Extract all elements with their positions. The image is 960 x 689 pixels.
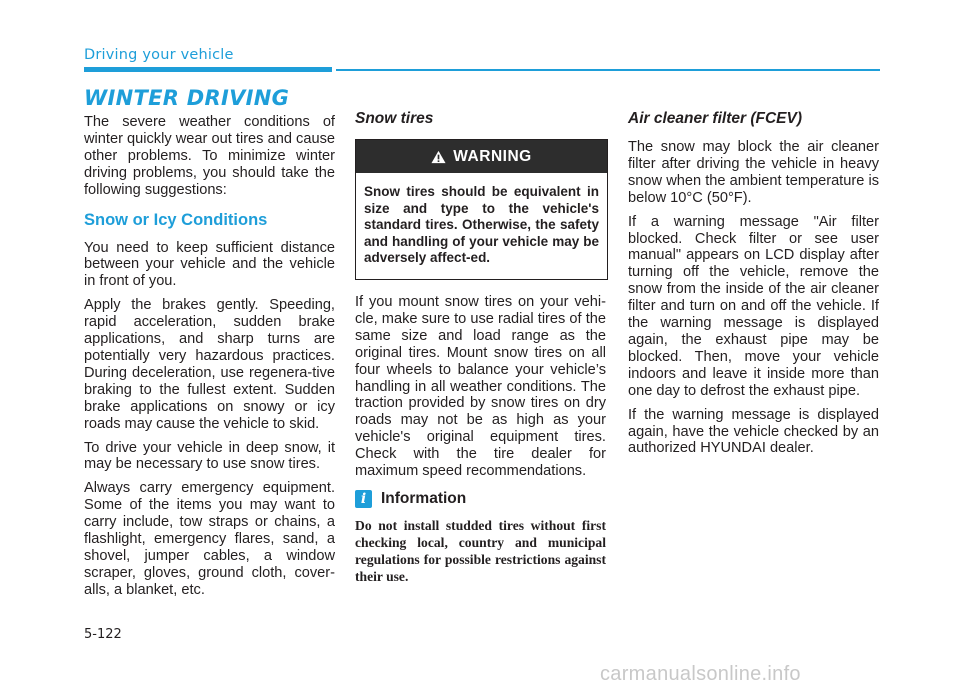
body-paragraph: The snow may block the air cleaner filter after driving the vehicle in heavy snow when the ambient temperature is below 10°C (50°F). [628,139,879,206]
section-label: Driving your vehicle [84,47,234,63]
header-rule-thick [84,67,332,72]
watermark: carmanualsonline.info [600,663,801,685]
information-title: Information [381,489,467,507]
snow-tires-paragraph: If you mount snow tires on your vehi-cle, make sure to use radial tires of the same size and load range as the original tires. Mount snow tires on all four wheels to balance your vehicle’s handling in all weather conditions. The traction provided by snow tires on dry roads may not be as high as your vehicle's original equipment tires. Check with the tire dealer for maximum speed recommendations. [355,293,606,480]
column-1 [84,114,335,606]
warning-text: Snow tires should be equivalent in size and type to the vehicle's standard tires. Otherwise, the safety and handling of your vehicle may be adversely affect-ed. [364,184,599,266]
body-paragraph: Always carry emergency equipment. Some of the items you may want to carry include, tow straps or chains, a flashlight, emergency flares, sand, a shovel, jumper cables, a window scraper, gloves, ground cloth, cover-alls, a blanket, etc. [84,480,335,598]
header-rule-thin [336,69,880,71]
snow-icy-heading: Snow or Icy Conditions [84,210,268,229]
body-paragraph: If the warning message is displayed again, have the vehicle checked by an authorized HYUNDAI dealer. [628,406,879,457]
page-title: WINTER DRIVING [84,86,290,110]
air-cleaner-heading: Air cleaner filter (FCEV) [628,110,802,127]
page-number: 5-122 [84,627,122,642]
warning-triangle-icon [431,150,446,164]
intro-paragraph: The severe weather conditions of winter quickly wear out tires and cause other problems. To minimize winter driving problems, you should take the following suggestions: [84,114,335,198]
information-text: Do not install studded tires without first checking local, country and municipal regulations for possible restrictions against their use. [355,517,606,584]
body-paragraph: If a warning message "Air filter blocked. Check filter or see user manual" appears on LCD display after turning off the vehicle, remove the snow from the inside of the air cleaner filter and turn on and off the vehicle. If the warning message is displayed again, the exhaust pipe may be blocked. Then, move your vehicle indoors and leave it inside more than one day to defrost the exhaust pipe. [628,213,879,399]
information-header [355,490,606,508]
body-paragraph: Apply the brakes gently. Speeding, rapid acceleration, sudden brake applications, and sharp turns are potentially very hazardous practices. During deceleration, use regenera-tive braking to the fullest extent. Sudden brake applications on snowy or icy roads may cause the vehicle to skid. [84,297,335,432]
body-paragraph: You need to keep sufficient distance between your vehicle and the vehicle in front of you. [84,239,335,290]
snow-tires-heading: Snow tires [355,110,434,127]
warning-label: WARNING [453,147,532,165]
column-3 [628,110,879,464]
info-icon: i [355,490,372,508]
column-2 [355,110,606,585]
warning-header [356,140,607,173]
warning-box [355,139,608,280]
body-paragraph: To drive your vehicle in deep snow, it may be necessary to use snow tires. [84,439,335,473]
